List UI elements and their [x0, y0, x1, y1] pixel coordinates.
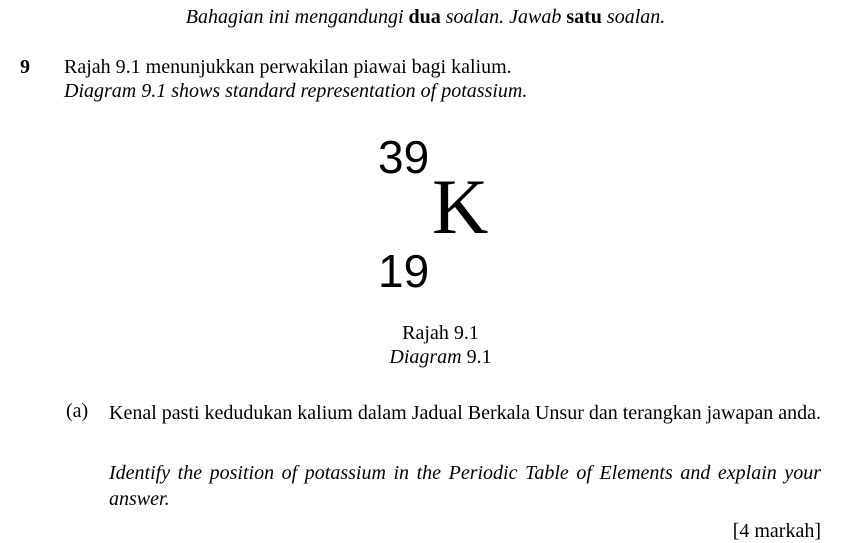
- caption-diagram-number: 9.1: [461, 346, 492, 368]
- proton-number: 19: [378, 245, 430, 297]
- diagram-caption-english: [0, 346, 851, 369]
- part-a-text-malay: Kenal pasti kedudukan kalium dalam Jadual Berkala Unsur dan terangkan jawapan anda.: [109, 402, 821, 424]
- mass-number: 39: [378, 131, 430, 183]
- instruction-bold-dua: dua: [408, 6, 441, 28]
- part-a-label: (a): [66, 400, 89, 422]
- question-stem-malay: Rajah 9.1 menunjukkan perwakilan piawai bagi kalium.: [64, 56, 512, 78]
- instruction-text-2: soalan. Jawab: [440, 6, 567, 28]
- instruction-text-3: soalan.: [601, 6, 666, 28]
- marks-allocation: [4 markah]: [732, 520, 821, 542]
- element-symbol: K: [432, 163, 489, 250]
- instruction-bold-satu: satu: [566, 6, 602, 28]
- diagram-caption-malay: Rajah 9.1: [402, 322, 479, 344]
- section-instruction: [0, 6, 851, 29]
- caption-diagram-word: Diagram: [389, 346, 462, 368]
- part-a-text-english: Identify the position of potassium in the Periodic Table of Elements and explain your answer.: [109, 462, 821, 510]
- question-number: 9: [20, 56, 30, 78]
- question-stem-english: Diagram 9.1 shows standard representation of potassium.: [64, 80, 528, 102]
- instruction-text-1: Bahagian ini mengandungi: [185, 6, 409, 28]
